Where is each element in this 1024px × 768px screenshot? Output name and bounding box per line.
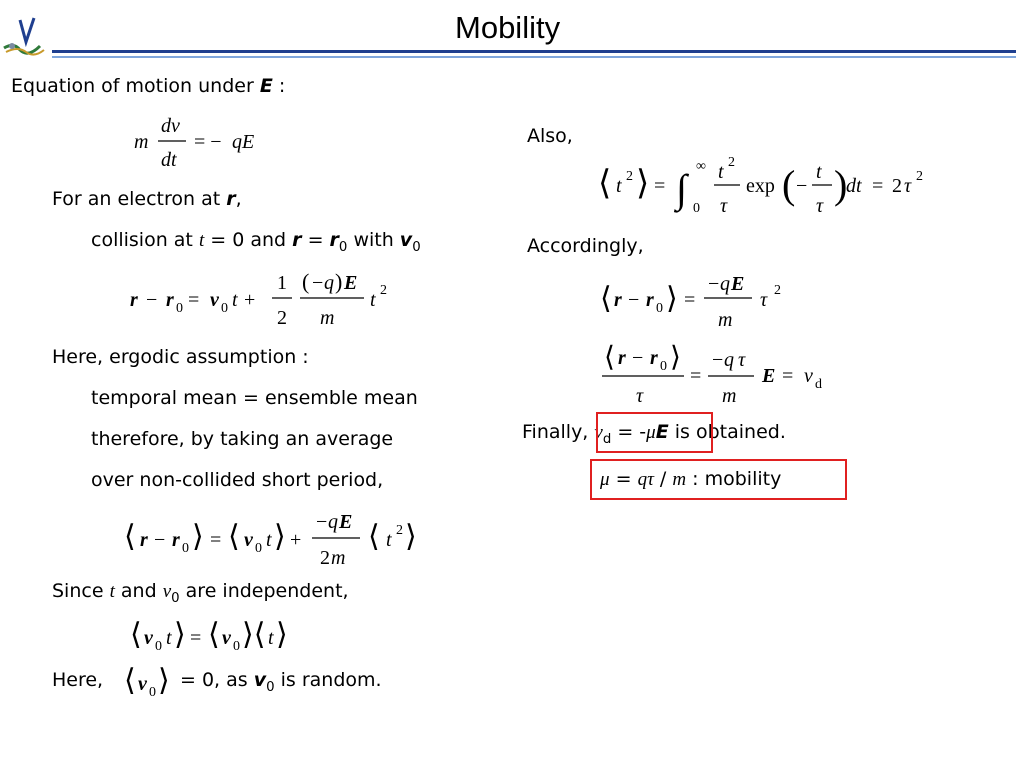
svg-text:v: v — [804, 365, 813, 387]
ergodic-line: Here, ergodic assumption : — [52, 346, 309, 368]
velocity-var: v — [162, 581, 172, 602]
svg-text:0: 0 — [656, 301, 663, 316]
svg-text:dt: dt — [846, 175, 862, 197]
svg-text:q: q — [328, 511, 338, 533]
finally-text: Finally, — [522, 421, 589, 443]
svg-text:v: v — [244, 529, 253, 551]
equals-sign: = — [307, 229, 324, 251]
drift-velocity-highlight — [596, 412, 713, 453]
svg-text:⟨: ⟨ — [604, 342, 615, 373]
svg-text:τ: τ — [760, 289, 768, 311]
here-suffix: is random. — [280, 669, 382, 691]
equals-sign: = — [615, 468, 632, 490]
collision-mid: = 0 and — [210, 229, 287, 251]
svg-text:0: 0 — [221, 301, 228, 316]
charge-var: q — [637, 469, 648, 490]
svg-text:0: 0 — [233, 639, 240, 654]
subscript-d: d — [602, 431, 612, 447]
svg-text:r: r — [140, 529, 148, 551]
svg-text:): ) — [335, 269, 343, 294]
therefore-line: therefore, by taking an average — [91, 428, 394, 450]
here-prefix: Here, — [52, 669, 104, 691]
svg-text:r: r — [650, 347, 658, 369]
slash: / — [659, 468, 667, 490]
svg-text:0: 0 — [693, 201, 700, 216]
drift-velocity-var: v — [594, 422, 603, 443]
svg-text:2: 2 — [774, 283, 781, 298]
mobility-highlight — [590, 459, 847, 500]
svg-text:(: ( — [302, 269, 310, 294]
svg-text:τ: τ — [738, 349, 746, 371]
electron-line — [52, 188, 242, 210]
svg-text:⟨: ⟨ — [598, 165, 612, 202]
svg-text:=: = — [872, 175, 884, 197]
field-var: E — [655, 421, 669, 443]
svg-text:+: + — [244, 289, 256, 311]
svg-text:r: r — [646, 289, 654, 311]
time-var: t — [109, 581, 115, 602]
svg-text:t: t — [166, 627, 172, 649]
svg-text:v: v — [222, 627, 231, 649]
svg-text:=: = — [654, 175, 666, 197]
svg-text:⟨: ⟨ — [600, 282, 612, 315]
equals-minus: = - — [617, 421, 647, 443]
equation-mean-square-time — [596, 148, 946, 222]
svg-text:⟩: ⟩ — [276, 618, 288, 651]
equation-displacement — [126, 262, 406, 338]
svg-text:E: E — [762, 365, 776, 387]
position-var: r — [226, 188, 236, 210]
svg-text:m: m — [134, 131, 149, 153]
svg-text:t: t — [616, 175, 622, 197]
page-title: Mobility — [455, 10, 561, 45]
svg-text:⟩: ⟩ — [174, 618, 186, 651]
svg-text:E: E — [339, 511, 353, 533]
svg-text:−: − — [708, 273, 720, 295]
mass-var: m — [672, 469, 687, 490]
subscript-zero: 0 — [412, 239, 421, 255]
svg-text:r: r — [614, 289, 622, 311]
svg-text:⟨: ⟨ — [208, 618, 220, 651]
svg-text:τ: τ — [636, 385, 644, 407]
svg-text:(: ( — [782, 162, 796, 207]
motion-heading — [11, 75, 285, 97]
svg-text:): ) — [834, 162, 848, 207]
since-line — [52, 580, 349, 606]
svg-text:−: − — [316, 511, 328, 533]
svg-text:⟨: ⟨ — [368, 520, 380, 553]
svg-text:m: m — [722, 385, 737, 407]
svg-text:⟩: ⟩ — [670, 342, 681, 373]
svg-text:2: 2 — [380, 283, 387, 298]
svg-text:⟩: ⟩ — [158, 664, 170, 697]
position-var: r — [292, 229, 302, 251]
svg-text:1: 1 — [277, 272, 287, 294]
since-and: and — [120, 580, 157, 602]
over-line: over non-collided short period, — [91, 469, 384, 491]
svg-text:−: − — [312, 272, 324, 294]
motion-heading-colon: : — [272, 75, 286, 97]
svg-text:E: E — [344, 272, 358, 294]
svg-text:E: E — [731, 273, 745, 295]
temporal-line: temporal mean = ensemble mean — [91, 387, 418, 409]
svg-text:q: q — [324, 272, 334, 294]
svg-text:0: 0 — [176, 301, 183, 316]
svg-text:⟩: ⟩ — [666, 282, 678, 315]
svg-text:exp: exp — [746, 175, 775, 197]
svg-text:r: r — [172, 529, 180, 551]
university-logo — [0, 12, 50, 62]
svg-text:=: = — [782, 365, 794, 387]
here-line — [180, 669, 382, 695]
svg-text:t: t — [232, 289, 238, 311]
motion-heading-text: Equation of motion under — [11, 75, 254, 97]
svg-text:τ: τ — [720, 195, 728, 217]
svg-text:−: − — [154, 529, 166, 551]
svg-text:⟨: ⟨ — [228, 520, 240, 553]
svg-text:+: + — [290, 529, 302, 551]
svg-text:=: = — [684, 289, 696, 311]
mean-velocity — [122, 660, 182, 700]
electron-comma: , — [235, 188, 242, 210]
svg-text:0: 0 — [155, 639, 162, 654]
svg-text:t: t — [370, 289, 376, 311]
subscript-zero: 0 — [171, 590, 180, 606]
since-suffix: are independent, — [185, 580, 349, 602]
svg-text:2: 2 — [277, 307, 287, 329]
svg-text:⟩: ⟩ — [405, 520, 417, 553]
svg-text:2: 2 — [892, 175, 902, 197]
svg-text:t: t — [386, 529, 392, 551]
svg-text:0: 0 — [149, 685, 156, 700]
svg-text:2: 2 — [916, 169, 923, 184]
svg-text:−: − — [632, 347, 644, 369]
subscript-zero: 0 — [266, 679, 275, 695]
collision-line — [91, 229, 421, 255]
svg-text:r: r — [618, 347, 626, 369]
time-var: t — [198, 230, 205, 251]
svg-text:m: m — [320, 307, 335, 329]
initial-velocity-var: v — [253, 669, 267, 691]
svg-text:−: − — [796, 175, 808, 197]
svg-text:t: t — [268, 627, 274, 649]
svg-text:m: m — [331, 547, 346, 569]
here-mid: = 0, as — [180, 669, 248, 691]
collision-text: collision at — [91, 229, 193, 251]
svg-text:t: t — [718, 161, 724, 183]
header-rule — [52, 50, 1016, 53]
svg-text:2: 2 — [626, 169, 633, 184]
svg-text:2: 2 — [396, 523, 403, 538]
svg-text:=: = — [690, 365, 702, 387]
header-rule-light — [52, 56, 1016, 58]
svg-text:−: − — [146, 289, 158, 311]
svg-text:τ: τ — [904, 175, 912, 197]
svg-text:dv: dv — [161, 115, 180, 137]
svg-text:−: − — [712, 349, 724, 371]
svg-text:=: = — [190, 627, 202, 649]
svg-text:⟨: ⟨ — [124, 664, 136, 697]
subscript-zero: 0 — [338, 239, 348, 255]
svg-text:v: v — [138, 673, 147, 695]
svg-text:=: = — [210, 529, 222, 551]
initial-position-var: r — [329, 229, 339, 251]
svg-text:0: 0 — [660, 359, 667, 374]
equation-motion — [128, 110, 288, 174]
svg-text:dt: dt — [161, 149, 177, 171]
electron-text: For an electron at — [52, 188, 221, 210]
svg-text:v: v — [210, 289, 219, 311]
svg-text:⟩: ⟩ — [192, 520, 204, 553]
mobility-label: : mobility — [692, 468, 782, 490]
svg-text:∫: ∫ — [676, 166, 687, 211]
svg-text:t: t — [816, 161, 822, 183]
svg-text:d: d — [815, 377, 822, 392]
field-var: E — [259, 75, 273, 97]
svg-text:τ: τ — [816, 195, 824, 217]
equation-drift-velocity — [598, 336, 848, 412]
equation-mean-displacement — [598, 264, 798, 334]
svg-text:r: r — [166, 289, 174, 311]
finally-suffix: is obtained. — [674, 421, 786, 443]
mobility-var: μ — [600, 469, 610, 490]
also-label: Also, — [527, 125, 573, 147]
svg-text:t: t — [266, 529, 272, 551]
svg-text:−: − — [628, 289, 640, 311]
svg-text:v: v — [144, 627, 153, 649]
equation-average — [120, 502, 420, 578]
svg-text:2: 2 — [320, 547, 330, 569]
collision-with: with — [353, 229, 394, 251]
since-text: Since — [52, 580, 104, 602]
accordingly-label: Accordingly, — [527, 235, 644, 257]
svg-text:⟩⟨: ⟩⟨ — [242, 618, 266, 651]
svg-text:⟨: ⟨ — [130, 618, 142, 651]
initial-velocity-var: v — [399, 229, 413, 251]
svg-text:0: 0 — [182, 541, 189, 556]
svg-text:m: m — [718, 309, 733, 331]
svg-text:∞: ∞ — [696, 159, 706, 174]
svg-text:=: = — [188, 289, 200, 311]
svg-text:qE: qE — [232, 131, 255, 153]
relaxation-time-var: τ — [647, 469, 654, 490]
svg-text:q: q — [724, 349, 734, 371]
svg-text:0: 0 — [255, 541, 262, 556]
mobility-var: μ — [646, 422, 656, 443]
svg-text:⟩: ⟩ — [274, 520, 286, 553]
svg-text:⟩: ⟩ — [636, 165, 650, 202]
equation-independence — [126, 612, 296, 658]
svg-text:= −: = − — [194, 131, 222, 153]
svg-text:⟨: ⟨ — [124, 520, 136, 553]
svg-text:q: q — [720, 273, 730, 295]
svg-text:r: r — [130, 289, 138, 311]
svg-text:2: 2 — [728, 155, 735, 170]
